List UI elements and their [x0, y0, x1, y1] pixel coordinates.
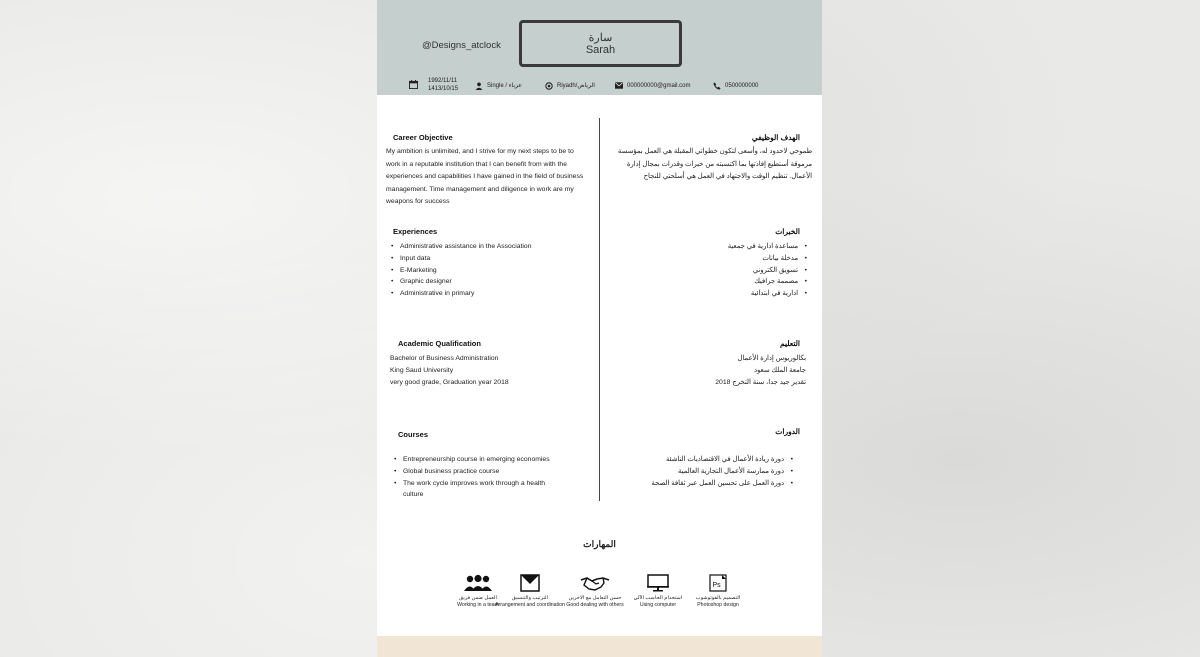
resume-header	[377, 0, 822, 95]
email-info	[615, 82, 690, 91]
person-icon	[475, 82, 483, 92]
list-item: • دورة العمل على تحسين العمل عبر ثقافة الصحة	[594, 478, 794, 490]
handshake-icon	[560, 573, 630, 593]
birthdate-gregorian: 1992/11/11	[428, 78, 458, 84]
experiences-title-ar: الخبرات	[775, 227, 800, 236]
list-item: • مساعدة ادارية في جمعية	[608, 241, 808, 253]
list-item: • ادارية في ابتدائية	[608, 288, 808, 300]
list-item: • Administrative in primary	[390, 288, 590, 300]
education-title-ar: التعليم	[780, 339, 800, 348]
courses-title: Courses	[398, 430, 429, 439]
education-details-ar	[606, 353, 806, 388]
birthdate-info	[409, 78, 458, 93]
list-item: • Input data	[390, 253, 590, 265]
experiences-title: Experiences	[393, 227, 438, 236]
phone-text: 0500000000	[725, 83, 759, 89]
skills-title: المهارات	[583, 539, 616, 549]
list-item: • The work cycle improves work through a health culture	[393, 478, 558, 502]
location-icon	[545, 82, 553, 92]
education-line: جامعة الملك سعود	[754, 366, 806, 374]
list-item: • مدخلة بيانات	[608, 253, 808, 265]
list-item: • تسويق الكتروني	[608, 265, 808, 277]
resume-page	[377, 0, 822, 657]
skill-arrangement	[495, 573, 565, 609]
skill-label-ar: التصميم بالفوتوشوب	[695, 595, 741, 601]
experiences-list-ar	[608, 241, 808, 300]
list-item: • Graphic designer	[390, 276, 590, 288]
list-item: • دورة ريادة الأعمال في الاقتصاديات الناشئة	[594, 454, 794, 466]
location-text: Riyadh/الرياض	[557, 83, 595, 89]
list-item: • مصممة جرافيك	[608, 276, 808, 288]
phone-icon	[713, 82, 721, 92]
location-info	[545, 82, 595, 92]
courses-list	[393, 454, 558, 501]
skill-label-ar: استخدام الحاسب الآلي	[633, 595, 683, 601]
academic-details	[390, 353, 590, 388]
name-box	[519, 20, 682, 67]
svg-text:Ps: Ps	[712, 582, 721, 589]
mail-icon	[615, 82, 623, 91]
skill-label-en: Using computer	[639, 602, 677, 608]
calendar-icon	[409, 80, 418, 91]
courses-title-ar: الدورات	[775, 427, 800, 436]
footer-band	[377, 636, 822, 657]
career-objective-title-ar: الهدف الوظيفي	[751, 133, 800, 142]
list-item: • Administrative assistance in the Association	[390, 241, 590, 253]
marital-status: Single / عزباء	[487, 83, 522, 89]
list-item: • Entrepreneurship course in emerging economies	[393, 454, 558, 466]
academic-line: very good grade, Graduation year 2018	[390, 378, 509, 386]
education-line: بكالوريوس إدارة الأعمال	[737, 355, 806, 362]
list-item: • E-Marketing	[390, 265, 590, 277]
name-english: Sarah	[585, 43, 616, 56]
photoshop-icon	[683, 573, 753, 593]
academic-line: King Saud University	[390, 366, 454, 374]
skill-label-ar: الترتيب والتنسيق	[511, 595, 549, 601]
social-handle: @Designs_atclock	[422, 40, 501, 51]
skill-label-en: Working in a team	[457, 602, 499, 608]
skill-label-ar: حسن التعامل مع الاخرين	[568, 595, 622, 601]
envelope-icon	[495, 573, 565, 593]
academic-line: Bachelor of Business Administration	[390, 355, 499, 362]
career-objective-text: My ambition is unlimited, and I strive for my next steps to be to work in a reputable institution that I can benefit from with the experiences and capabilities I have gained in the field of business management. Time management and diligence in work are my weapons for success	[386, 148, 584, 205]
phone-info	[713, 82, 758, 92]
skill-label-en: Photoshop design	[697, 602, 739, 608]
list-item: • دورة ممارسة الأعمال التجارية العالمية	[594, 466, 794, 478]
status-info	[475, 82, 522, 92]
skill-label-ar: العمل ضمن فريق	[459, 595, 497, 601]
skill-photoshop	[683, 573, 753, 609]
name-arabic: سارة	[588, 31, 613, 44]
experiences-list	[390, 241, 590, 300]
skill-dealing	[560, 573, 630, 609]
column-divider	[599, 118, 600, 501]
academic-title: Academic Qualification	[398, 339, 481, 348]
education-line: تقدير جيد جدا، سنة التخرج 2018	[715, 378, 806, 386]
courses-list-ar	[594, 454, 794, 489]
list-item: • Global business practice course	[393, 466, 558, 478]
career-objective-text-ar: طموحي لاحدود له، وأسعى لتكون خطواتي المقبلة هي العمل بمؤسسة مرموقة أستطيع إفادتها بما اكتسبته من خبرات وقدرات بمجال إدارة الأعمال. تنظيم الوقت والاجتهاد في العمل هي أسلحتي للنجاح	[617, 148, 812, 180]
email-text: 000000000@gmail.com	[627, 82, 691, 89]
skill-label-en: Arrangement and coordination	[495, 602, 565, 608]
career-objective-title: Career Objective	[393, 133, 453, 142]
birthdate-hijri: 1413/10/15	[428, 85, 459, 92]
skill-label-en: Good dealing with others	[566, 602, 624, 608]
